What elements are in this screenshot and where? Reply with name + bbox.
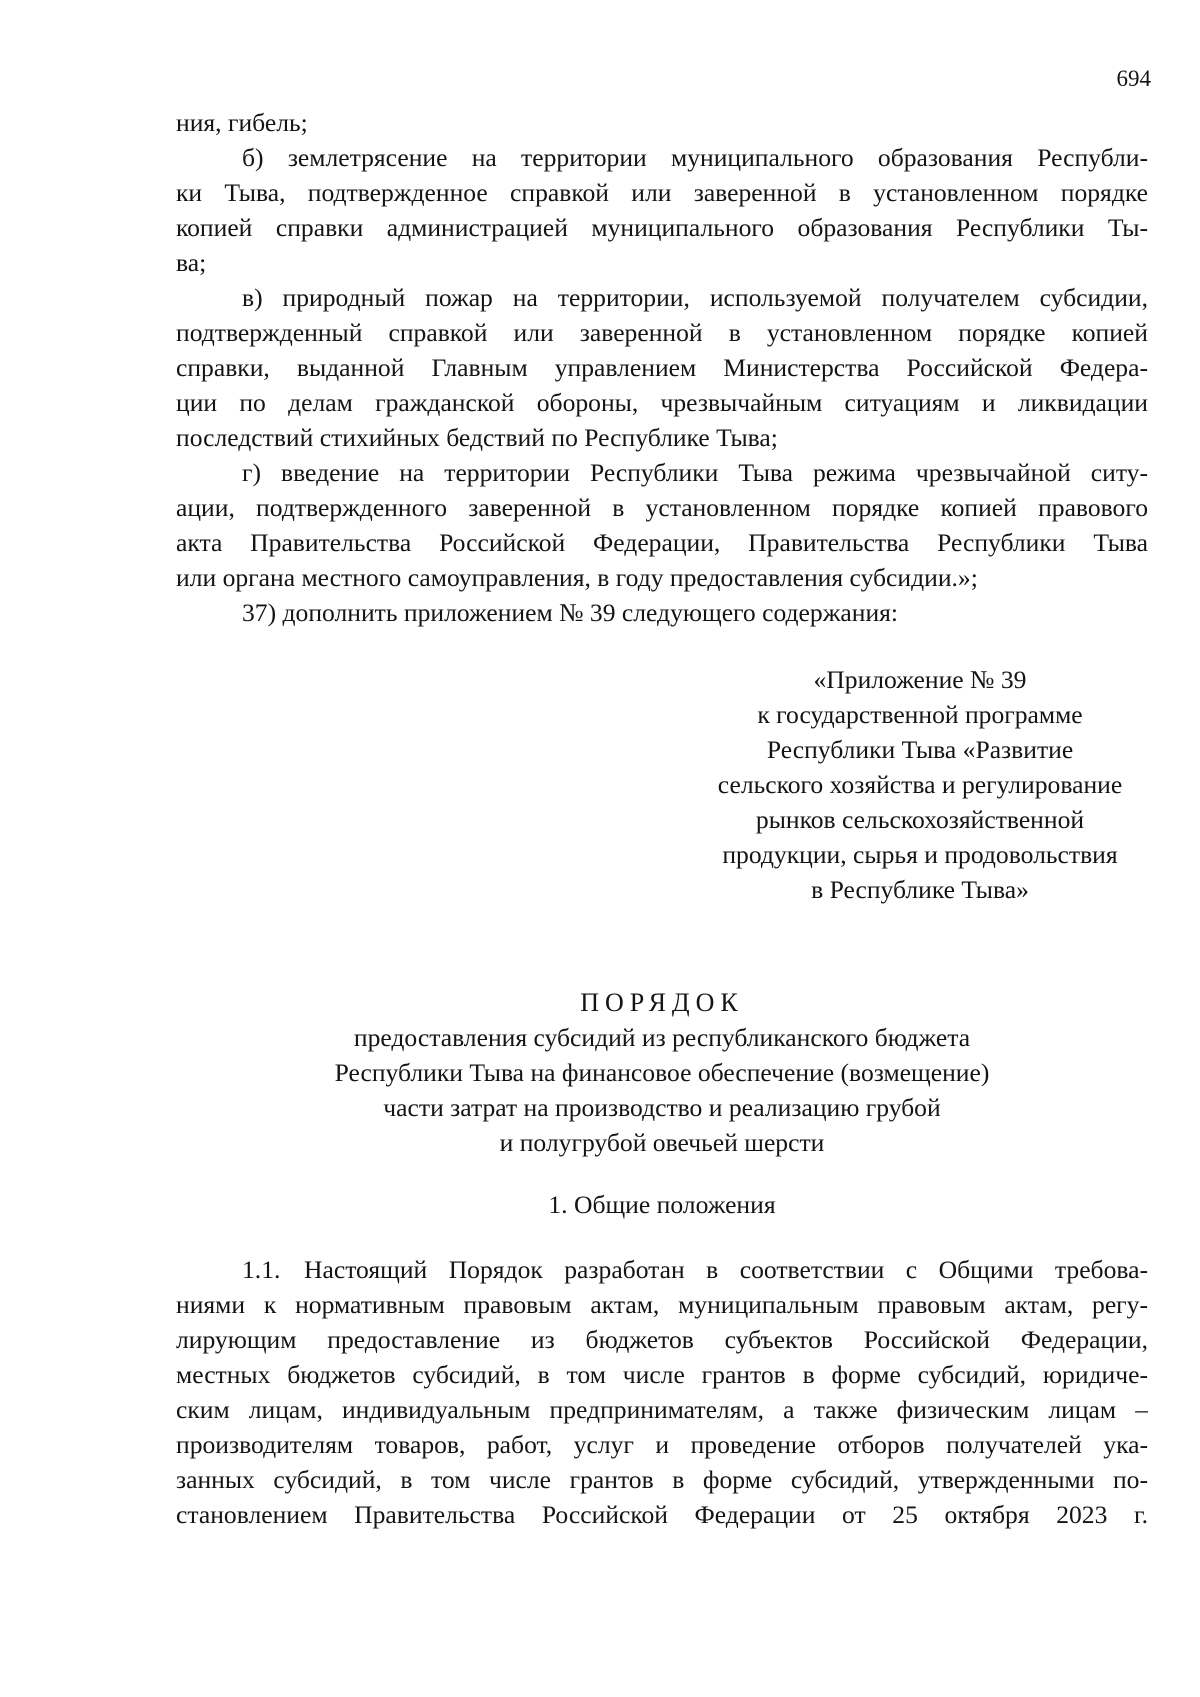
- subtitle-line: и полугрубой овечьей шерсти: [499, 1128, 825, 1157]
- body-line: 37) дополнить приложением № 39 следующего содержания:: [242, 598, 899, 627]
- page-number: 694: [1116, 66, 1151, 91]
- body-line: ния, гибель;: [176, 108, 308, 137]
- subtitle-line: части затрат на производство и реализацию грубой: [383, 1093, 941, 1122]
- subtitle-line: Республики Тыва на финансовое обеспечение (возмещение): [334, 1058, 990, 1087]
- body-line: справки, выданной Главным управлением Министерства Российской Федера-: [176, 353, 1148, 382]
- clause-line: Настоящий Порядок разработан в соответствии с Общими требова-: [304, 1255, 1148, 1284]
- body-line: ки Тыва, подтвержденное справкой или заверенной в установленном порядке: [176, 178, 1148, 207]
- body-line: г) введение на территории Республики Тыва режима чрезвычайной ситу-: [242, 458, 1148, 487]
- subtitle-line: предоставления субсидий из республиканского бюджета: [353, 1023, 971, 1052]
- clause-number: 1.1.: [242, 1255, 281, 1284]
- appendix-line: в Республике Тыва»: [811, 875, 1029, 904]
- appendix-line: Республики Тыва «Развитие: [766, 735, 1074, 764]
- body-line: ва;: [176, 248, 207, 277]
- body-line: ции по делам гражданской обороны, чрезвычайным ситуациям и ликвидации: [176, 388, 1148, 417]
- clause-line: становлением Правительства Российской Федерации от 25 октября 2023 г.: [176, 1500, 1148, 1529]
- appendix-line: рынков сельскохозяйственной: [755, 805, 1085, 834]
- body-line: последствий стихийных бедствий по Республике Тыва;: [176, 423, 778, 452]
- clause-line: занных субсидий, в том числе грантов в форме субсидий, утвержденными по-: [176, 1465, 1148, 1494]
- section-heading: 1. Общие положения: [548, 1190, 776, 1219]
- appendix-line: сельского хозяйства и регулирование: [717, 770, 1123, 799]
- clause-line: производителям товаров, работ, услуг и проведение отборов получателей ука-: [176, 1430, 1148, 1459]
- body-line: акта Правительства Российской Федерации, Правительства Республики Тыва: [176, 528, 1148, 557]
- clause-line: ниями к нормативным правовым актам, муниципальным правовым актам, регу-: [176, 1290, 1148, 1319]
- body-line: ации, подтвержденного заверенной в установленном порядке копией правового: [176, 493, 1148, 522]
- appendix-line: к государственной программе: [757, 700, 1083, 729]
- appendix-line: «Приложение № 39: [813, 665, 1027, 694]
- clause-line: ским лицам, индивидуальным предпринимателям, а также физическим лицам –: [176, 1395, 1148, 1424]
- body-line: копией справки администрацией муниципального образования Республики Ты-: [176, 213, 1148, 242]
- appendix-line: продукции, сырья и продовольствия: [722, 840, 1118, 869]
- body-line: или органа местного самоуправления, в году предоставления субсидии.»;: [176, 563, 978, 592]
- document-title: ПОРЯДОК: [580, 988, 744, 1017]
- clause-line: лирующим предоставление из бюджетов субъектов Российской Федерации,: [176, 1325, 1148, 1354]
- clause-line: местных бюджетов субсидий, в том числе грантов в форме субсидий, юридиче-: [176, 1360, 1148, 1389]
- body-line: подтвержденный справкой или заверенной в установленном порядке копией: [176, 318, 1148, 347]
- body-line: б) землетрясение на территории муниципального образования Республи-: [242, 143, 1148, 172]
- body-line: в) природный пожар на территории, используемой получателем субсидии,: [242, 283, 1148, 312]
- clause-first-line: [242, 1252, 1148, 1288]
